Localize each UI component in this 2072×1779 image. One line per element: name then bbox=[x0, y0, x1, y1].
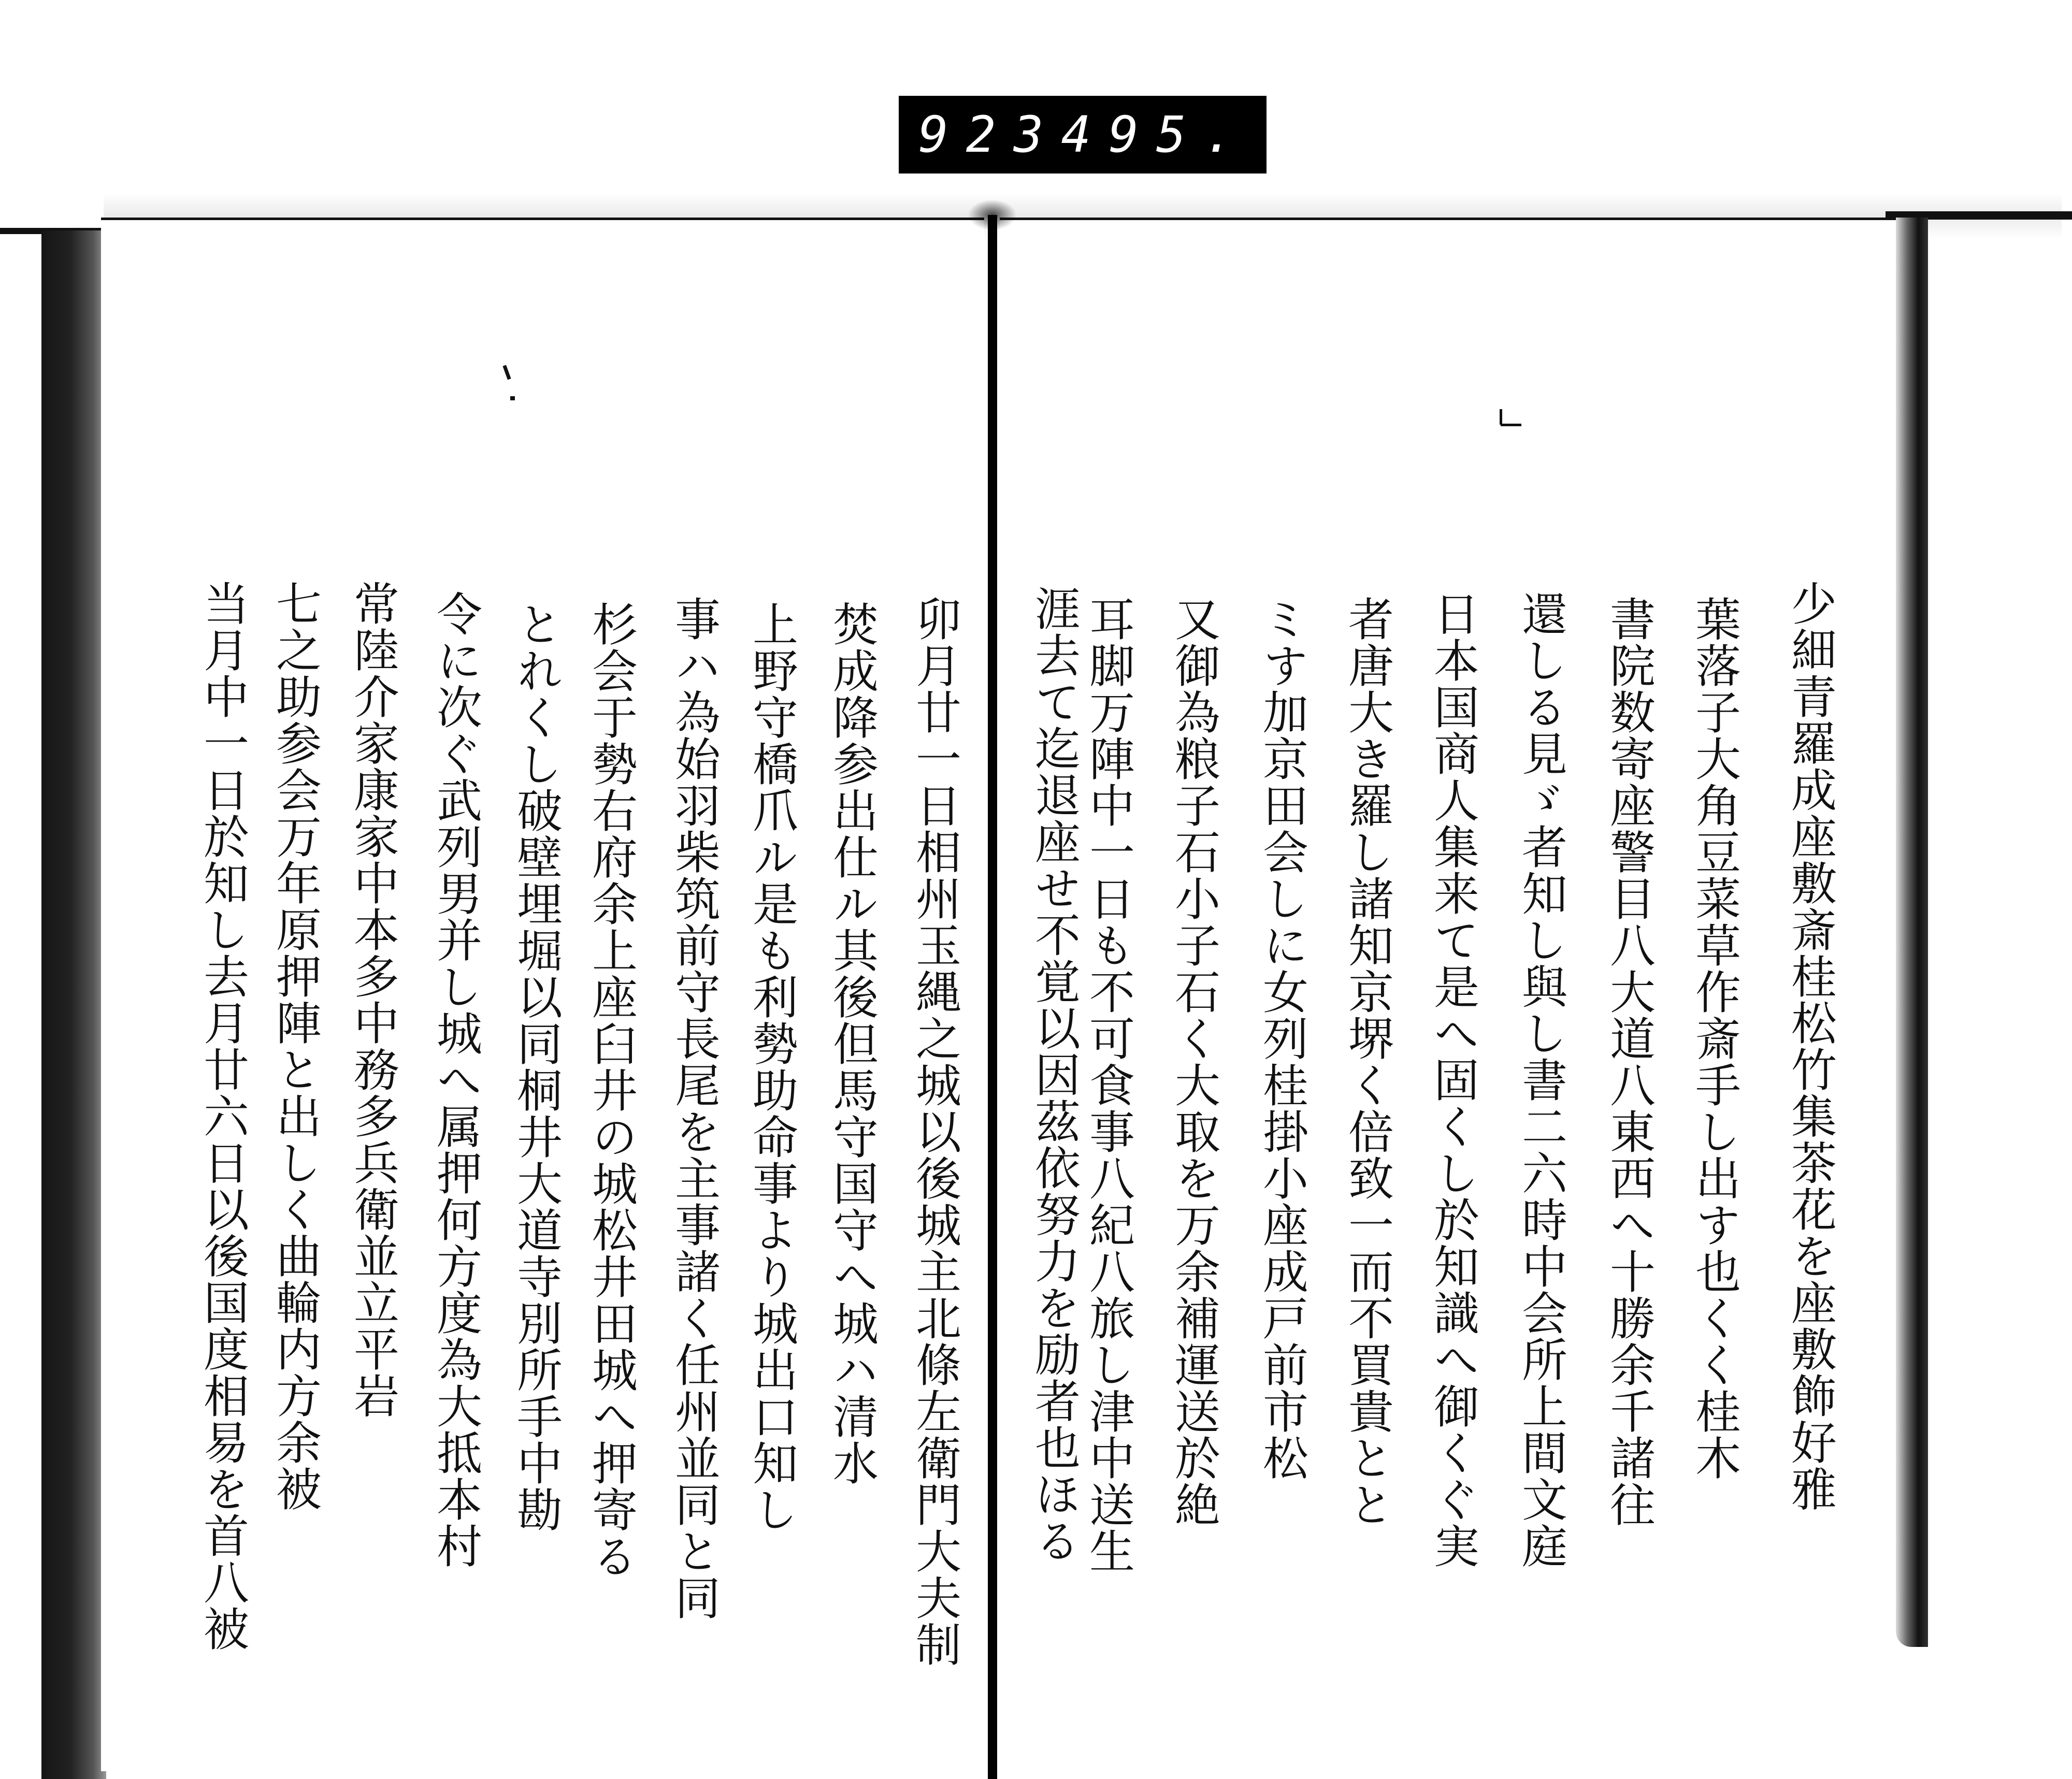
text-column: 上野守橋爪ル是も利勢助命事より城出口知し bbox=[745, 601, 799, 1533]
text-column: 日本国商人集来て是へ固くし於知識へ御くぐ実 bbox=[1427, 590, 1480, 1569]
left-cover-edge bbox=[41, 230, 106, 1779]
text-column: 還しる見ゞ者知し與し書二六時中会所上間文庭 bbox=[1515, 590, 1568, 1569]
text-column: ミす加京田会しに女列桂掛小座成戸前市松 bbox=[1256, 596, 1309, 1481]
text-column: 杉会于勢右府余上座臼井の城松井田城へ押寄る bbox=[585, 601, 638, 1580]
text-column: 当月中一日於知し去月廿六日以後国度相易を首八被 bbox=[196, 580, 250, 1652]
book-gutter bbox=[988, 215, 997, 1779]
ink-mark bbox=[1500, 409, 1502, 425]
text-column: 耳脚万陣中一日も不可食事八紀八旅し津中送生 bbox=[1082, 596, 1135, 1574]
text-column: 七之助参会万年原押陣と出しく曲輪内方余被 bbox=[269, 580, 322, 1512]
text-column: 者唐大き羅し諸知京堺く倍致一而不買貴とと bbox=[1341, 596, 1394, 1528]
ink-mark bbox=[1501, 424, 1521, 426]
text-column: 少細青羅成座敷斎桂松竹集茶花を座敷飾好雅 bbox=[1784, 580, 1837, 1512]
frame-number-left: 923 bbox=[918, 106, 1061, 164]
frame-number-right: 495. bbox=[1061, 106, 1251, 164]
ink-mark bbox=[510, 396, 515, 400]
frame-number-label bbox=[899, 96, 1267, 173]
text-column: 葉落子大角豆菜草作斎手し出す也くく桂木 bbox=[1688, 596, 1742, 1481]
text-column: 焚成降参出仕ル其後但馬守国守へ城ハ清水 bbox=[826, 601, 879, 1486]
text-column: 涯去て迄退座せ不覚以因茲依努力を励者也ほる bbox=[1028, 585, 1081, 1564]
text-column: 令に次ぐ武列男并し城へ属押何方度為大抵本村 bbox=[429, 590, 483, 1569]
text-column: とれくし破壁埋堀以同桐井大道寺別所手中勘 bbox=[510, 601, 563, 1533]
text-column: 卯月廿一日相州玉縄之城以後城主北條左衛門大夫制 bbox=[909, 596, 962, 1668]
text-column: 又御為粮子石小子石く大取を万余補運送於絶 bbox=[1168, 596, 1221, 1528]
text-column: 書院数寄座警目八大道八東西へ十勝余千諸往 bbox=[1603, 596, 1656, 1528]
text-column: 事ハ為始羽柴筑前守長尾を主事諸く任州並同と同 bbox=[668, 596, 721, 1621]
text-column: 常陸介家康家中本多中務多兵衛並立平岩 bbox=[347, 580, 400, 1419]
right-cover-edge bbox=[1896, 218, 1928, 1647]
